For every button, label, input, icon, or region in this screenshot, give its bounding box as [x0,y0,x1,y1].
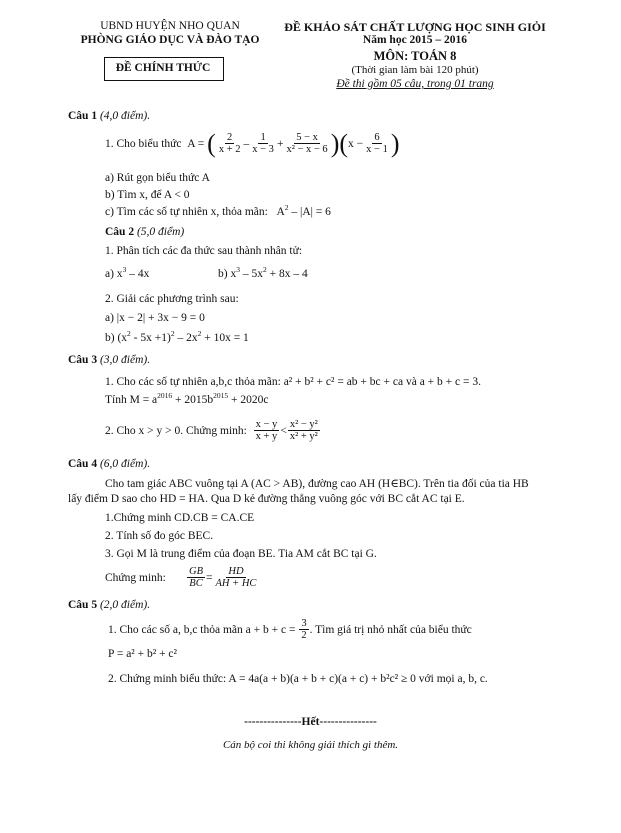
subject: MÔN: TOÁN 8 [373,49,457,63]
q4-line1: Cho tam giác ABC vuông tại A (AC > AB), đường cao AH (H∈BC). Trên tia đối của tia HB [105,478,529,490]
department-name: UBND HUYỆN NHO QUAN [100,20,240,32]
q3-heading: Câu 3 (3,0 điểm). [68,354,151,366]
q3-part2: 2. Cho x > y > 0. Chứng minh: $\frac{x - y}{x + y}$ < $\frac{\text{x² − y²}}{\text{x² + y²}}$ [105,419,318,442]
school-year: Năm học 2015 – 2016 [362,34,468,46]
q1-expression: 1. Cho biểu thức A = ( $\frac{2}{x + 2}$ – $\frac{1}{x - 3}$ + $\frac{5 - x}{\text{x² − x − 6}}$ ) ( x − $\frac{6}{x - 1}$ ) [105,128,400,158]
q5-heading: Câu 5 (2,0 điểm). [68,599,151,611]
q5-line2: P = a² + b² + c² [108,648,177,660]
q2-part2b: b) $(x^2 - 5x +1)^2 - 2x^2 + 10x = 1$ [105,329,249,344]
page-note: Đề thi gồm 05 câu, trong 01 trang [336,78,494,90]
q2-part1: 1. Phân tích các đa thức sau thành nhân tử: [105,245,303,257]
q4-line4: 2. Tính số đo góc BEC. [105,530,214,542]
q2-part2a: a) |x − 2| + 3x − 9 = 0 [105,312,205,324]
q3-part1-tinh: Tính $M = a^{2016} + 2015b^{2015} + 2020c$ [105,391,269,406]
q2-part2: 2. Giải các phương trình sau: [105,293,239,305]
q5-line3: 2. Chứng minh biểu thức: A = 4a(a + b)(a + b + c)(a + c) + b²c² ≥ 0 với mọi a, b, c. [108,673,488,685]
q1-part-a: a) Rút gọn biểu thức A [105,172,210,184]
q4-line6: Chứng minh: $\frac{GB}{BC}$ = $\frac{HD}{AH + HC}$ [105,566,257,589]
end-marker: ---------------Hết--------------- [244,716,377,728]
q4-line3: 1.Chứng minh CD.CB = CA.CE [105,512,255,524]
q3-part1: 1. Cho các số tự nhiên a,b,c thỏa mãn: a² + b² + c² = ab + bc + ca và a + b + c = 3. [105,376,481,388]
proctor-note: Cán bộ coi thi không giải thích gì thêm. [222,739,399,751]
exam-title: ĐỀ KHẢO SÁT CHẤT LƯỢNG HỌC SINH GIỎI [284,20,546,34]
q2-part1b: b) $x^3 - 5x^2 + 8x - 4$ [218,265,308,280]
q1-part-b: b) Tìm x, để A < 0 [105,189,190,201]
q4-line5: 3. Gọi M là trung điểm của đoạn BE. Tia AM cắt BC tại G. [105,548,377,560]
time-limit: (Thời gian làm bài 120 phút) [351,64,479,76]
q5-line1: 1. Cho các số a, b,c thỏa mãn a + b + c = $\frac{3}{2}$ . Tìm giá trị nhỏ nhất của biểu thức [108,618,472,641]
q1-heading: Câu 1 (4,0 điểm). [68,110,151,122]
q2-part1a: a) $x^3 - 4x$ [105,265,150,280]
q4-heading: Câu 4 (6,0 điểm). [68,458,151,470]
q2-heading: Câu 2 (5,0 điểm) [105,226,185,238]
office-name: PHÒNG GIÁO DỤC VÀ ĐÀO TẠO [80,34,260,46]
q4-line2: lấy điểm D sao cho HD = HA. Qua D kẻ đường thẳng vuông góc với BC cắt AC tại E. [68,493,465,505]
official-label: ĐỀ CHÍNH THỨC [115,62,211,74]
q1-part-c: c) Tìm các số tự nhiên x, thỏa mãn: $A^2 - |A| = 6$ [105,203,331,218]
